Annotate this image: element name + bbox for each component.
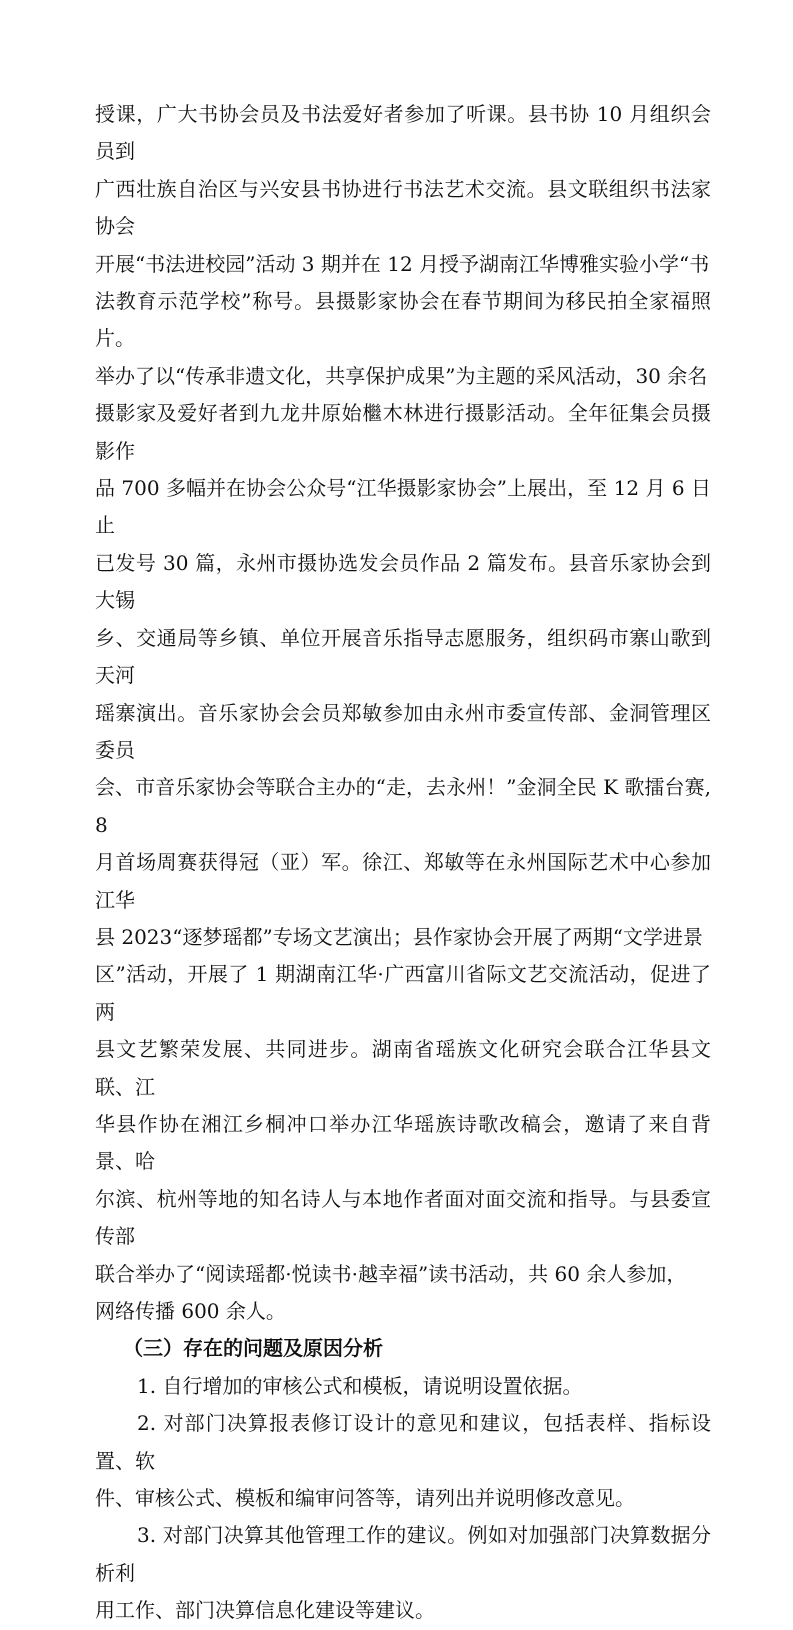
paragraph-line: 品 700 多幅并在协会公众号“江华摄影家协会”上展出，至 12 月 6 日止 (95, 476, 711, 538)
numbered-list (95, 1368, 711, 1630)
body-paragraph (95, 96, 711, 1330)
list-item-1: 1. 自行增加的审核公式和模板，请说明设置依据。 (137, 1373, 583, 1398)
paragraph-line: 华县作协在湘江乡桐冲口举办江华瑶族诗歌改稿会，邀请了来自背景、哈 (95, 1111, 711, 1174)
list-item-3-line-1: 3. 对部门决算其他管理工作的建议。例如对加强部门决算数据分析利 (95, 1523, 711, 1585)
paragraph-line: 会、市音乐家协会等联合主办的“走，去永州！”金洞全民 K 歌擂台赛,8 (95, 775, 711, 837)
paragraph-line: 广西壮族自治区与兴安县书协进行书法艺术交流。县文联组织书法家协会 (95, 176, 711, 239)
paragraph-line: 乡、交通局等乡镇、单位开展音乐指导志愿服务，组织码市寨山歌到天河 (95, 625, 711, 688)
paragraph-line: 已发号 30 篇，永州市摄协选发会员作品 2 篇发布。县音乐家协会到大锡 (95, 550, 711, 613)
paragraph-line: 瑶寨演出。音乐家协会会员郑敏参加由永州市委宣传部、金洞管理区委员 (95, 700, 711, 762)
paragraph-line: 摄影家及爱好者到九龙井原始檵木林进行摄影活动。全年征集会员摄影作 (95, 401, 711, 463)
paragraph-line: 联合举办了“阅读瑶都·悦读书·越幸福”读书活动，共 60 余人参加， (95, 1261, 687, 1286)
document-page (95, 96, 711, 1630)
paragraph-line: 网络传播 600 余人。 (95, 1299, 286, 1323)
paragraph-line: 县文艺繁荣发展、共同进步。湖南省瑶族文化研究会联合江华县文联、江 (95, 1037, 711, 1099)
paragraph-line: 举办了以“传承非遗文化，共享保护成果”为主题的采风活动，30 余名 (95, 363, 708, 388)
paragraph-line: 区”活动，开展了 1 期湖南江华·广西富川省际文艺交流活动，促进了两 (95, 962, 711, 1024)
paragraph-line: 尔滨、杭州等地的知名诗人与本地作者面对面交流和指导。与县委宣传部 (95, 1186, 711, 1249)
paragraph-line: 授课，广大书协会员及书法爱好者参加了听课。县书协 10 月组织会员到 (95, 102, 711, 164)
paragraph-line: 县 2023“逐梦瑶都”专场文艺演出；县作家协会开展了两期“文学进景 (95, 924, 703, 949)
paragraph-line: 开展“书法进校园”活动 3 期并在 12 月授予湖南江华博雅实验小学“书 (95, 251, 710, 276)
list-item-2-line-1: 2. 对部门决算报表修订设计的意见和建议，包括表样、指标设置、软 (95, 1411, 711, 1473)
paragraph-line: 法教育示范学校”称号。县摄影家协会在春节期间为移民拍全家福照片。 (95, 289, 711, 351)
list-item-3-line-2: 用工作、部门决算信息化建设等建议。 (95, 1598, 435, 1623)
list-item-2-line-2: 件、审核公式、模板和编审问答等，请列出并说明修改意见。 (95, 1486, 635, 1511)
paragraph-line: 月首场周赛获得冠（亚）军。徐江、郑敏等在永州国际艺术中心参加江华 (95, 850, 711, 912)
section-heading: （三）存在的问题及原因分析 (123, 1336, 383, 1361)
